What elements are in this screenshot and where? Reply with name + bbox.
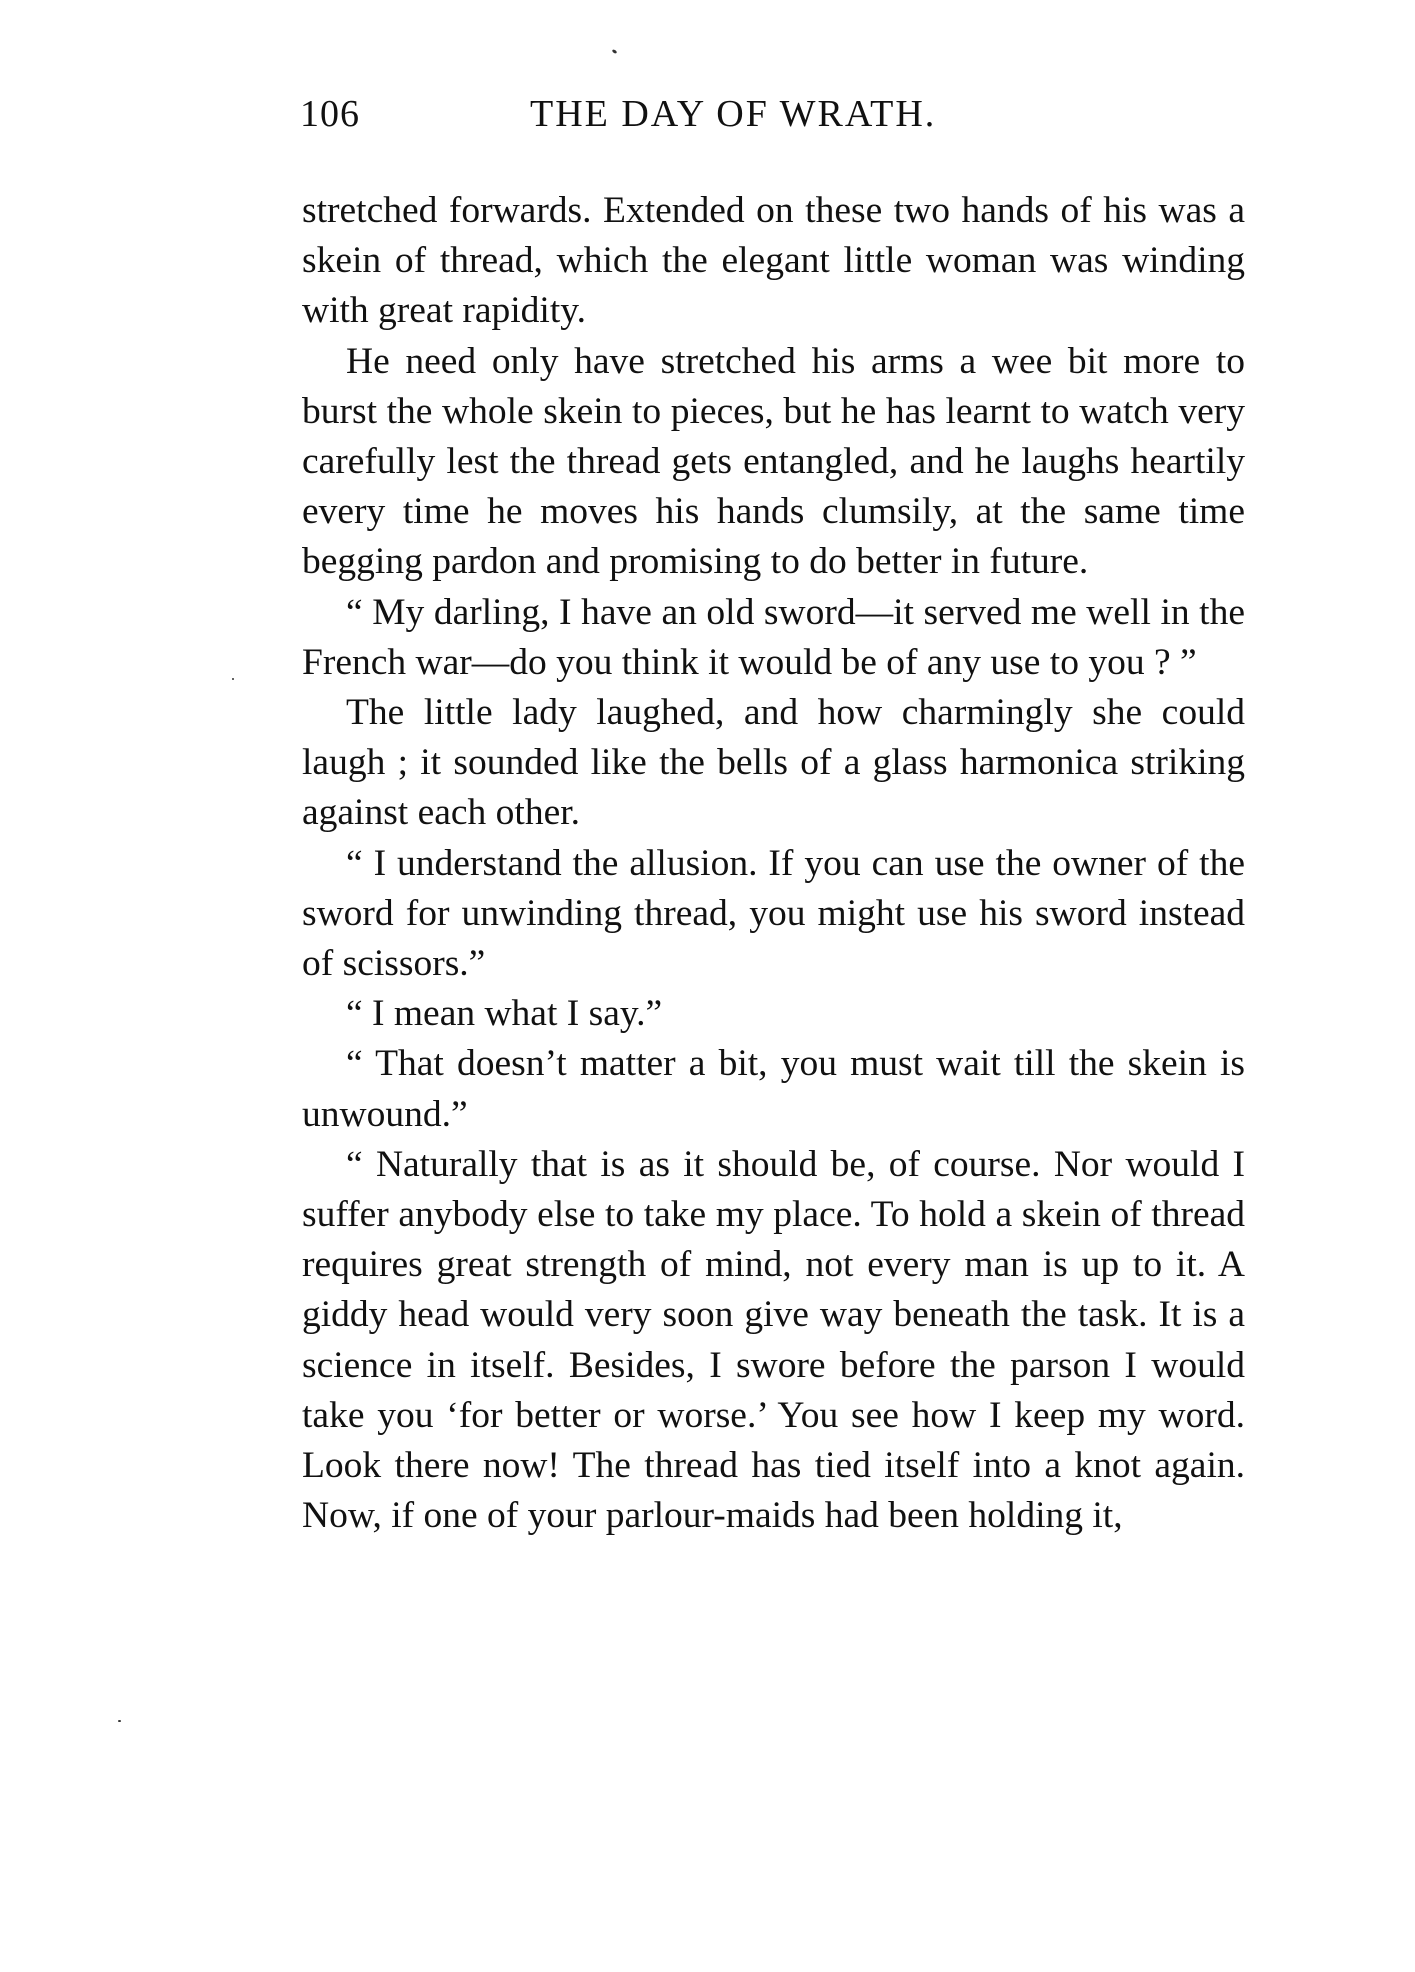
paragraph: “ Naturally that is as it should be, of course. Nor would I suffer anybody else to take my place. To hold a skein of thread requires great strength of mind, not every man is up to it. A giddy head would very soon give way beneath the task. It is a science in itself. Besides, I swore before the parson I would take you ‘for better or worse.’ You see how I keep my word. Look there now! The thread has tied itself into a knot again. Now, if one of your parlour-maids had been holding it, bbox=[302, 1143, 1245, 1537]
paragraph: “ My darling, I have an old sword—it served me well in the French war—do you think it would be of any use to you ? ” bbox=[302, 591, 1245, 683]
paragraph: He need only have stretched his arms a wee bit more to burst the whole skein to pieces, but he has learnt to watch very carefully lest the thread gets entangled, and he laughs heartily every time he moves his hands clumsily, at the same time begging pardon and promising to do better in future. bbox=[302, 340, 1245, 583]
paragraph-continuation: stretched forwards. Extended on these two hands of his was a skein of thread, which the elegant little woman was winding with great rapidity. bbox=[302, 190, 1245, 332]
body-text bbox=[302, 186, 1245, 1541]
paragraph: “ That doesn’t matter a bit, you must wait till the skein is unwound.” bbox=[302, 1043, 1245, 1135]
paragraph: “ I understand the allusion. If you can use the owner of the sword for unwinding thread, you might use his sword instead of scissors.” bbox=[302, 842, 1245, 985]
running-title: THE DAY OF WRATH. bbox=[530, 93, 937, 135]
ink-speck-mark bbox=[232, 678, 234, 680]
paragraph: The little lady laughed, and how charmingly she could laugh ; it sounded like the bells of a glass harmonica striking against each other. bbox=[302, 692, 1245, 834]
ink-speck-mark bbox=[612, 49, 618, 54]
page-number: 106 bbox=[300, 93, 360, 135]
ink-speck-mark bbox=[118, 1720, 121, 1722]
page-header bbox=[300, 92, 1230, 152]
paragraph: “ I mean what I say.” bbox=[346, 993, 663, 1035]
